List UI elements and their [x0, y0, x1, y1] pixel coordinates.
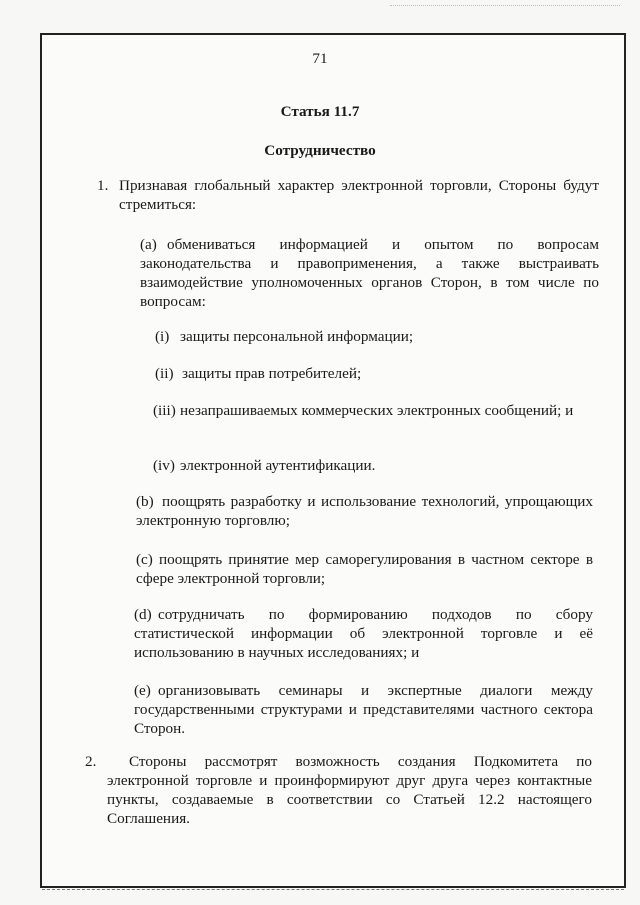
subsubitem-ii-text: защиты прав потребителей; — [182, 365, 362, 382]
subitem-a-text: обмениваться информацией и опытом по вопросам законодательства и правоприменения, а также выстраивать взаимодействие уполномоченных органов Сторон, в том числе по вопросам: — [140, 236, 599, 310]
subsubitem-i-label: (i) — [155, 328, 170, 345]
item-2-text: Стороны рассмотрят возможность создания Подкомитета по электронной торговле и проинформируют друг друга через контактные пункты, создаваемые в соответствии со Статьей 12.2 настоящего Соглашения. — [107, 753, 592, 827]
subitem-c-text: поощрять принятие мер саморегулирования в частном секторе в сфере электронной торговли; — [136, 551, 593, 587]
article-heading: Статья 11.7 — [280, 103, 360, 120]
page-number: 71 — [312, 50, 328, 67]
item-1-number: 1. — [97, 177, 109, 194]
subsubitem-ii-label: (ii) — [155, 365, 174, 382]
subitem-a-label: (a) — [140, 236, 157, 253]
subitem-d-text: сотрудничать по формированию подходов по сбору статистической информации об электронной торговле и её использованию в научных исследованиях; и — [134, 606, 593, 661]
subitem-d-label: (d) — [134, 606, 152, 623]
subitem-e-text: организовывать семинары и экспертные диалоги между государственными структурами и представителями частного сектора Сторон. — [134, 682, 593, 737]
subsubitem-iv-label: (iv) — [153, 457, 175, 474]
subsubitem-iii-text: незапрашиваемых коммерческих электронных сообщений; и — [180, 402, 574, 419]
subitem-e-label: (e) — [134, 682, 151, 699]
subitem-b-label: (b) — [136, 493, 154, 510]
subitem-b-text: поощрять разработку и использование технологий, упрощающих электронную торговлю; — [136, 493, 593, 529]
article-subheading: Сотрудничество — [264, 142, 376, 159]
item-1-text: Признавая глобальный характер электронной торговли, Стороны будут стремиться: — [119, 177, 599, 213]
subitem-c-label: (c) — [136, 551, 153, 568]
subsubitem-iii-label: (iii) — [153, 402, 176, 419]
subsubitem-iv-text: электронной аутентификации. — [180, 457, 376, 474]
item-2-number: 2. — [85, 753, 97, 770]
subsubitem-i-text: защиты персональной информации; — [180, 328, 414, 345]
scan-artifact — [390, 5, 620, 12]
